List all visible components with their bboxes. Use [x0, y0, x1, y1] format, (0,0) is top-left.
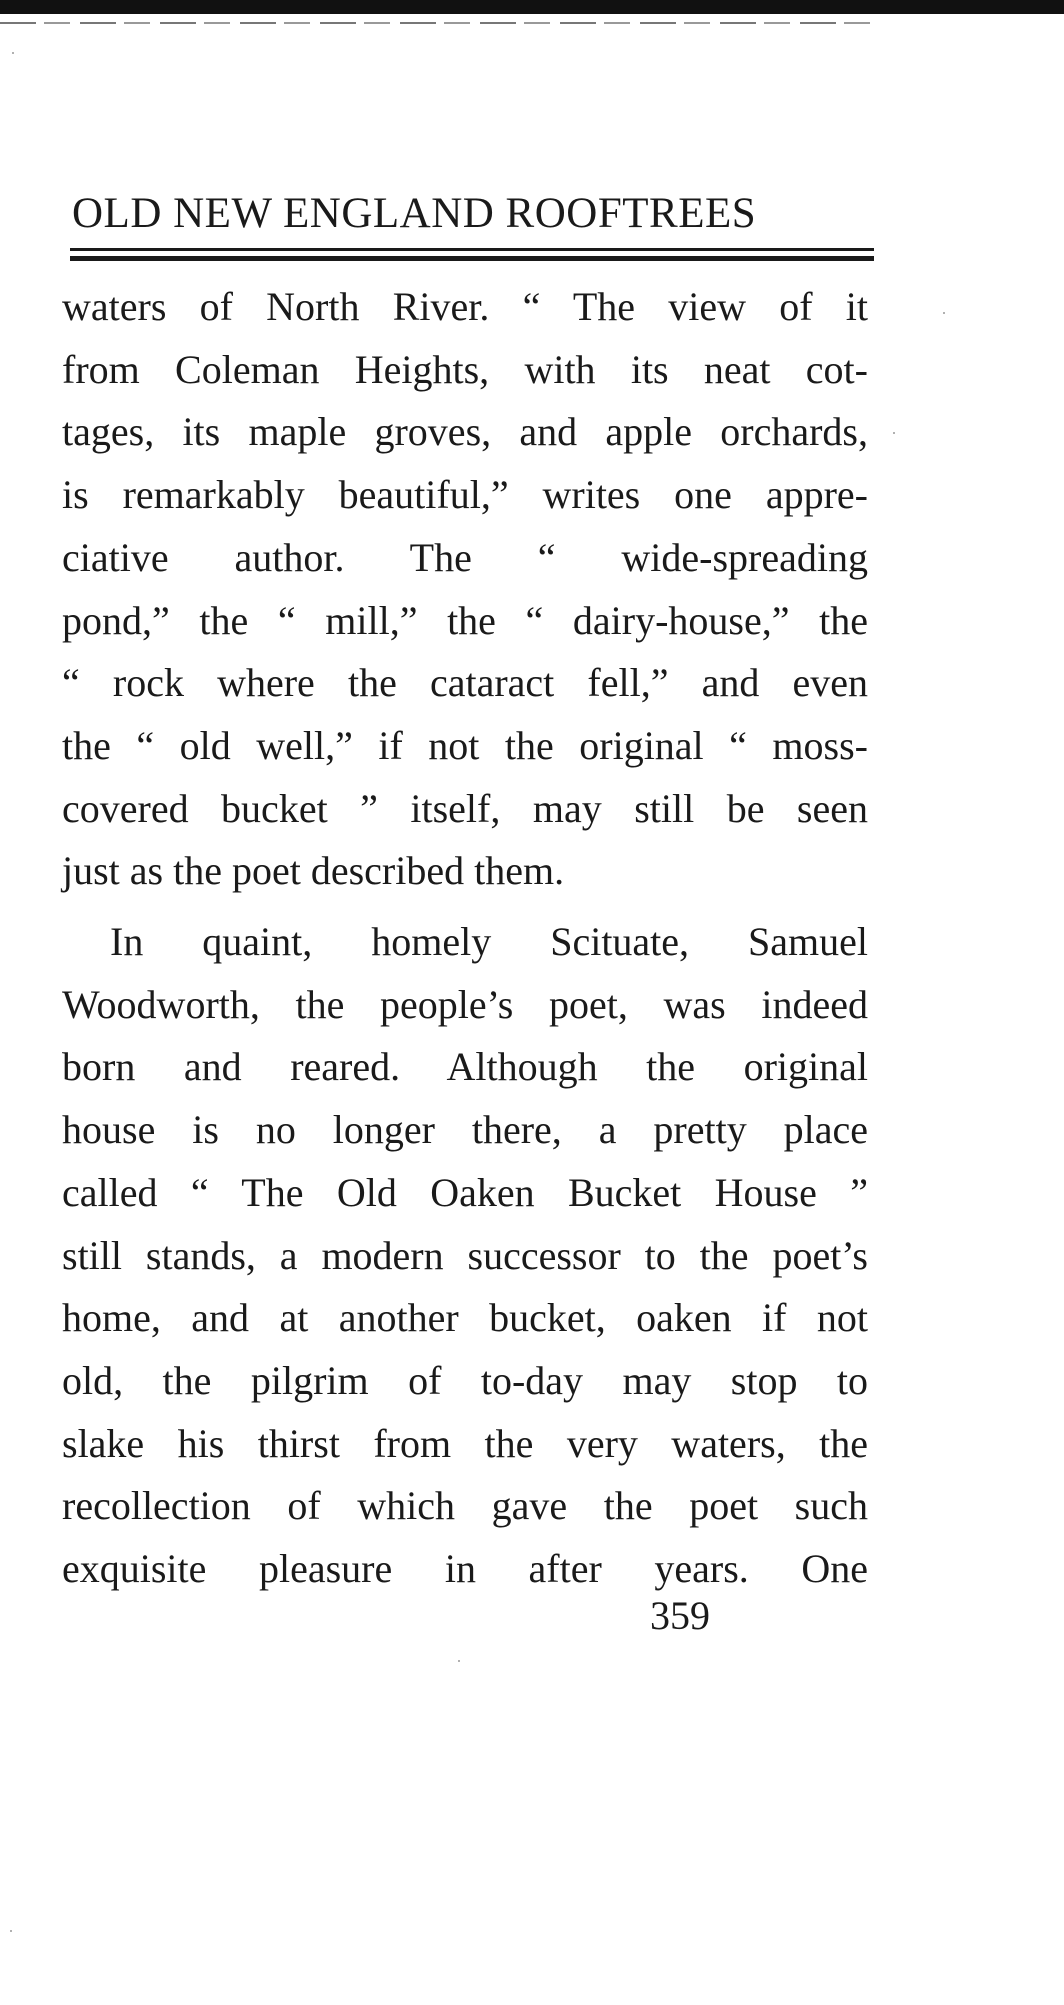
- text-line: born and reared. Although the original: [62, 1044, 868, 1090]
- text-line: called “ The Old Oaken Bucket House ”: [62, 1169, 868, 1215]
- scan-speck: [943, 312, 945, 314]
- text-line: waters of North River. “ The view of it: [62, 284, 868, 329]
- header-rule-thin: [70, 248, 874, 251]
- text-line: Woodworth, the people’s poet, was indeed: [62, 981, 868, 1027]
- text-line: recollection of which gave the poet such: [62, 1483, 868, 1529]
- text-line: slake his thirst from the very waters, the: [62, 1420, 868, 1466]
- scan-speck: [893, 432, 895, 434]
- paragraph-gap: [62, 903, 868, 911]
- body-text: [62, 276, 868, 1601]
- text-line: home, and at another bucket, oaken if not: [62, 1295, 868, 1341]
- top-scan-line: [0, 22, 880, 24]
- scan-speck: [12, 52, 14, 54]
- paragraph-2: [62, 911, 868, 1601]
- text-line: covered bucket ” itself, may still be seen: [62, 785, 868, 831]
- scan-speck: [10, 1930, 12, 1932]
- text-line: the “ old well,” if not the original “ moss-: [62, 722, 868, 768]
- text-line: house is no longer there, a pretty place: [62, 1107, 868, 1153]
- paragraph-1: [62, 276, 868, 903]
- text-line: ciative author. The “ wide-spreading: [62, 534, 868, 580]
- text-line: from Coleman Heights, with its neat cot-: [62, 346, 868, 392]
- text-line: In quaint, homely Scituate, Samuel: [110, 919, 868, 965]
- header-rule-thick: [70, 256, 874, 261]
- page-number: 359: [650, 1593, 710, 1638]
- text-line: “ rock where the cataract fell,” and even: [62, 660, 868, 706]
- text-line: exquisite pleasure in after years. One: [62, 1546, 868, 1592]
- running-header: OLD NEW ENGLAND ROOFTREES: [72, 190, 757, 237]
- text-line: still stands, a modern successor to the poet’s: [62, 1232, 868, 1278]
- text-line: just as the poet described them.: [62, 848, 565, 894]
- text-line: pond,” the “ mill,” the “ dairy-house,” the: [62, 597, 868, 643]
- scan-speck: [458, 1660, 460, 1662]
- text-line: old, the pilgrim of to-day may stop to: [62, 1357, 868, 1403]
- top-border-rule: [0, 0, 1064, 14]
- text-line: is remarkably beautiful,” writes one appre-: [62, 472, 868, 518]
- text-line: tages, its maple groves, and apple orchards,: [62, 409, 868, 455]
